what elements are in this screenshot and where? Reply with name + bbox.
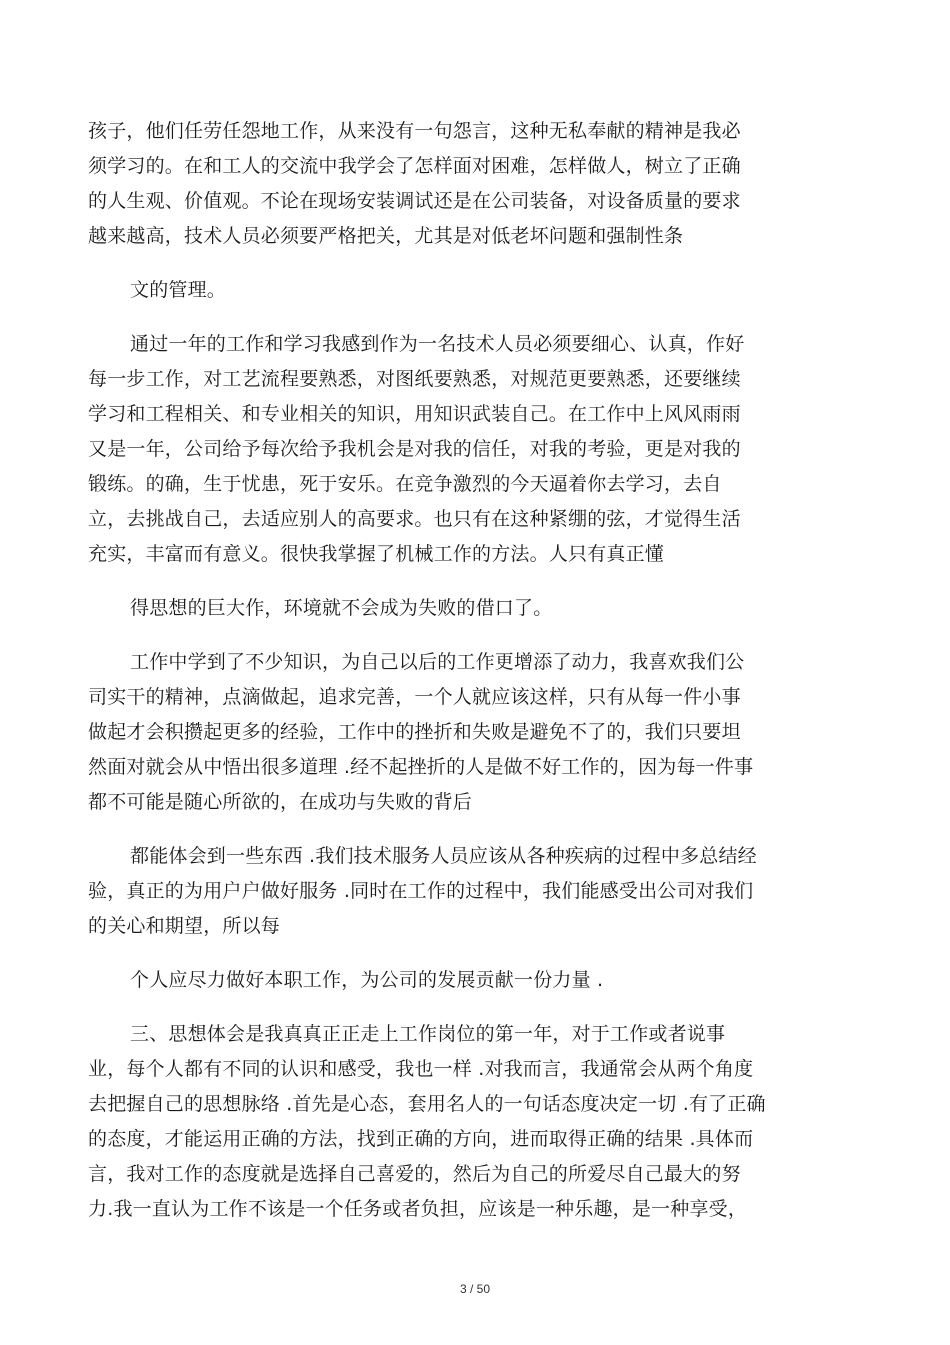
text-line: 司实干的精神，点滴做起，追求完善，一个人就应该这样，只有从每一件小事 bbox=[88, 686, 741, 708]
text-line: 力.我一直认为工作不该是一个任务或者负担，应该是一种乐趣，是一种享受， bbox=[88, 1198, 748, 1220]
text-line: 锻练。的确，生于忧患，死于安乐。在竞争激烈的今天逼着你去学习，去自 bbox=[88, 473, 722, 495]
text-line: 文的管理。 bbox=[130, 279, 227, 301]
text-line: 工作中学到了不少知识，为自己以后的工作更增添了动力，我喜欢我们公 bbox=[130, 651, 745, 673]
text-line: 的人生观、价值观。不论在现场安装调试还是在公司装备，对设备质量的要求 bbox=[88, 190, 741, 212]
text-line: 立，去挑战自己，去适应别人的高要求。也只有在这种紧绷的弦，才觉得生活 bbox=[88, 508, 741, 530]
text-line: 的态度，才能运用正确的方法，找到正确的方向，进而取得正确的结果 .具体而 bbox=[88, 1128, 754, 1150]
text-line: 去把握自己的思想脉络 .首先是心态，套用名人的一句话态度决定一切 .有了正确 bbox=[88, 1093, 766, 1115]
text-line: 每一步工作，对工艺流程要熟悉，对图纸要熟悉，对规范更要熟悉，还要继续 bbox=[88, 368, 741, 390]
text-line: 充实，丰富而有意义。很快我掌握了机械工作的方法。人只有真正懂 bbox=[88, 543, 665, 565]
text-line: 都不可能是随心所欲的，在成功与失败的背后 bbox=[88, 791, 473, 813]
text-line: 都能体会到一些东西 .我们技术服务人员应该从各种疾病的过程中多总结经 bbox=[130, 845, 757, 867]
text-line: 的关心和期望，所以每 bbox=[88, 915, 281, 937]
page-number: 3 / 50 bbox=[459, 1282, 491, 1296]
text-line: 个人应尽力做好本职工作，为公司的发展贡献一份力量 . bbox=[130, 969, 604, 991]
text-line: 通过一年的工作和学习我感到作为一名技术人员必须要细心、认真，作好 bbox=[130, 333, 745, 355]
text-line: 越来越高，技术人员必须要严格把关，尤其是对低老坏问题和强制性条 bbox=[88, 225, 684, 247]
text-line: 又是一年，公司给予每次给予我机会是对我的信任，对我的考验，更是对我的 bbox=[88, 438, 741, 460]
text-line: 须学习的。在和工人的交流中我学会了怎样面对困难，怎样做人，树立了正确 bbox=[88, 155, 741, 177]
text-line: 言，我对工作的态度就是选择自己喜爱的，然后为自己的所爱尽自己最大的努 bbox=[88, 1163, 741, 1185]
text-line: 得思想的巨大作，环境就不会成为失败的借口了。 bbox=[130, 597, 553, 619]
text-line: 业，每个人都有不同的认识和感受，我也一样 .对我而言，我通常会从两个角度 bbox=[88, 1058, 754, 1080]
text-line: 做起才会积攒起更多的经验，工作中的挫折和失败是避免不了的，我们只要坦 bbox=[88, 721, 741, 743]
text-line: 验，真正的为用户户做好服务 .同时在工作的过程中，我们能感受出公司对我们 bbox=[88, 880, 754, 902]
text-line: 然面对就会从中悟出很多道理 .经不起挫折的人是做不好工作的，因为每一件事 bbox=[88, 756, 754, 778]
text-line: 三、思想体会是我真真正正走上工作岗位的第一年，对于工作或者说事 bbox=[130, 1023, 726, 1045]
text-line: 孩子，他们任劳任怨地工作，从来没有一句怨言，这种无私奉献的精神是我必 bbox=[88, 120, 741, 142]
text-line: 学习和工程相关、和专业相关的知识，用知识武装自己。在工作中上风风雨雨 bbox=[88, 403, 741, 425]
